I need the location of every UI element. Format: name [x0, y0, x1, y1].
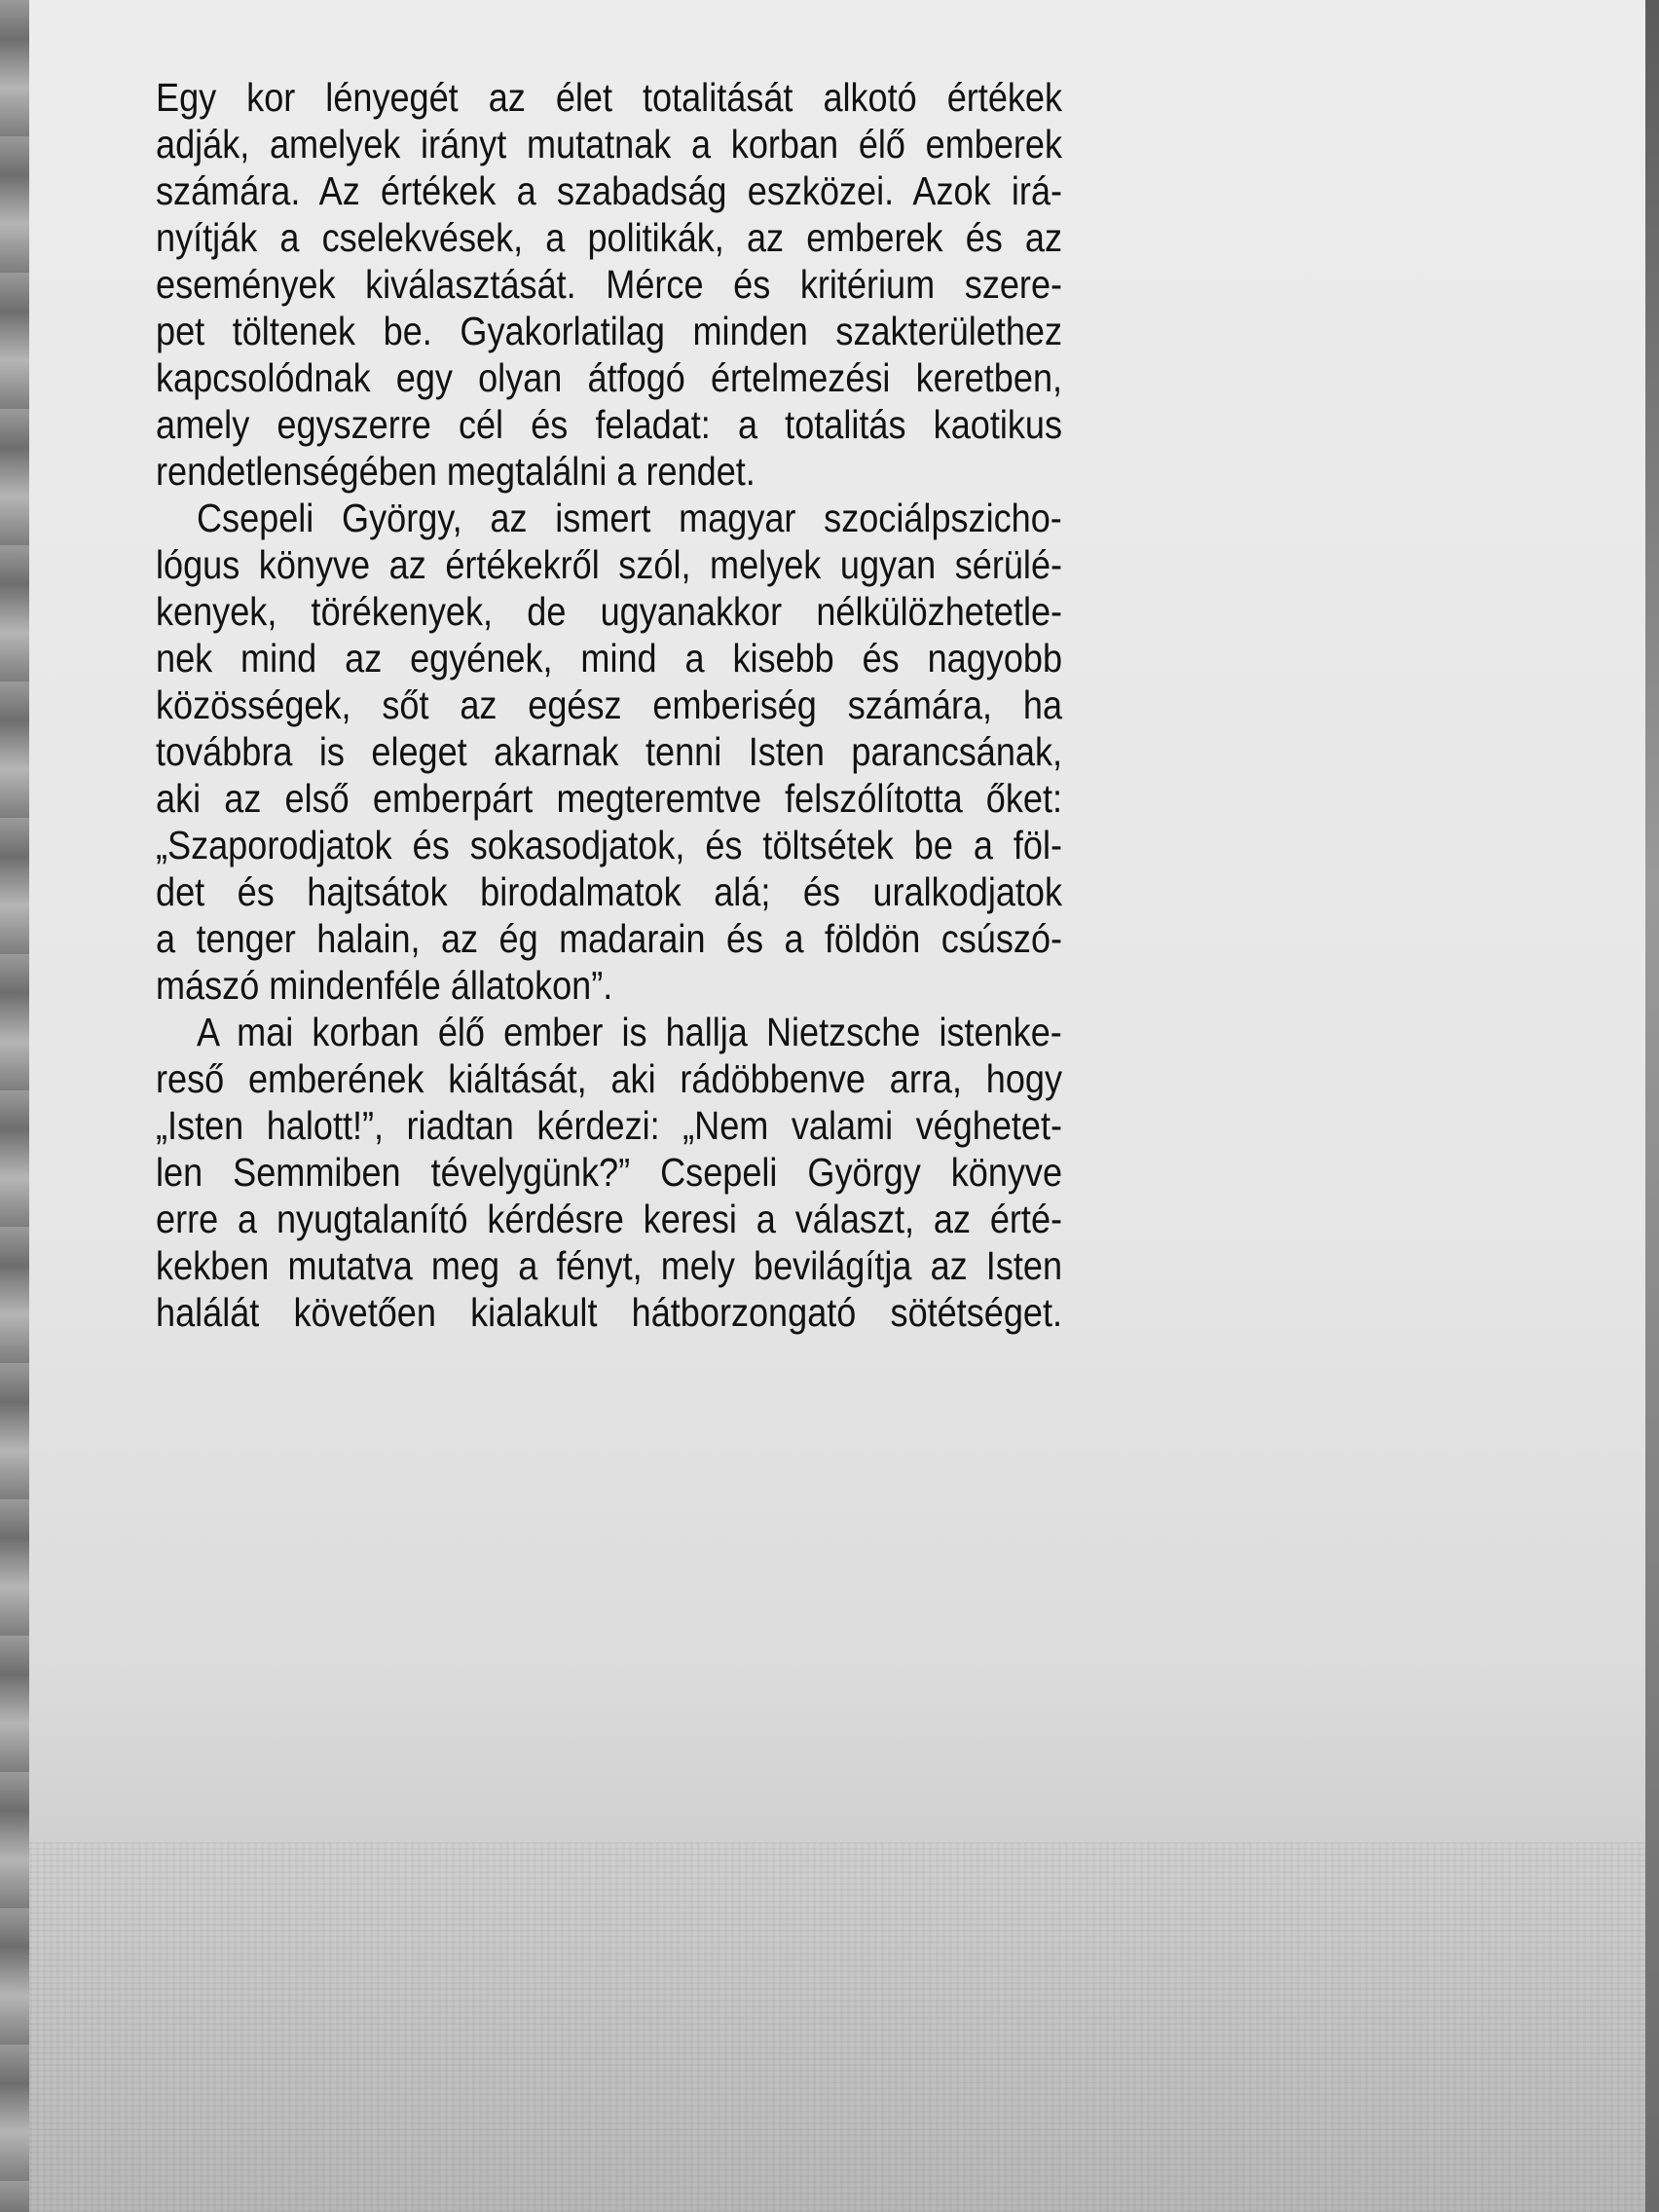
text-line: lógus könyve az értékekről szól, melyek ugyan sérülé-: [156, 542, 1063, 587]
text-line: kapcsolódnak egy olyan átfogó értelmezési keretben,: [156, 355, 1063, 400]
text-line: kekben mutatva meg a fényt, mely bevilágítja az Isten: [156, 1243, 1063, 1288]
text-line: „Szaporodjatok és sokasodjatok, és töltsétek be a föl-: [156, 823, 1063, 867]
text-line: det és hajtsátok birodalmatok alá; és uralkodjatok: [156, 869, 1063, 914]
text-line: a tenger halain, az ég madarain és a földön csúszó-: [156, 916, 1063, 961]
text-line: mászó mindenféle állatokon”.: [156, 963, 613, 1008]
text-line: pet töltenek be. Gyakorlatilag minden szakterülethez: [156, 309, 1063, 353]
text-line: események kiválasztását. Mérce és kritérium szere-: [156, 262, 1063, 307]
book-left-edge: [0, 0, 29, 2212]
text-line: nek mind az egyének, mind a kisebb és nagyobb: [156, 636, 1063, 681]
book-back-cover: [29, 0, 1645, 2212]
background-texture: [29, 1842, 1645, 2212]
text-line: halálát követően kialakult hátborzongató sötétséget.: [156, 1290, 1063, 1335]
text-line: Csepeli György, az ismert magyar szociálpszicho-: [197, 496, 1062, 540]
text-line: nyítják a cselekvések, a politikák, az emberek és az: [156, 215, 1063, 260]
text-line: kenyek, törékenyek, de ugyanakkor nélkülözhetetle-: [156, 589, 1063, 634]
text-line: továbbra is eleget akarnak tenni Isten parancsának,: [156, 729, 1063, 774]
text-line: Egy kor lényegét az élet totalitását alkotó értékek: [156, 75, 1063, 120]
text-line: számára. Az értékek a szabadság eszközei. Azok irá-: [156, 168, 1063, 213]
text-line: aki az első emberpárt megteremtve felszólította őket:: [156, 776, 1063, 821]
text-line: adják, amelyek irányt mutatnak a korban élő emberek: [156, 122, 1063, 166]
text-line: „Isten halott!”, riadtan kérdezi: „Nem valami véghetet-: [156, 1103, 1063, 1148]
text-line: közösségek, sőt az egész emberiség számára, ha: [156, 682, 1063, 727]
text-line: reső emberének kiáltását, aki rádöbbenve arra, hogy: [156, 1056, 1063, 1101]
text-line: A mai korban élő ember is hallja Nietzsche istenke-: [197, 1010, 1062, 1054]
book-right-edge: [1645, 0, 1659, 2212]
text-line: rendetlenségében megtalálni a rendet.: [156, 449, 756, 494]
text-line: erre a nyugtalanító kérdésre keresi a választ, az érté-: [156, 1197, 1063, 1241]
text-line: amely egyszerre cél és feladat: a totalitás kaotikus: [156, 402, 1063, 447]
text-line: len Semmiben tévelygünk?” Csepeli György könyve: [156, 1150, 1063, 1195]
